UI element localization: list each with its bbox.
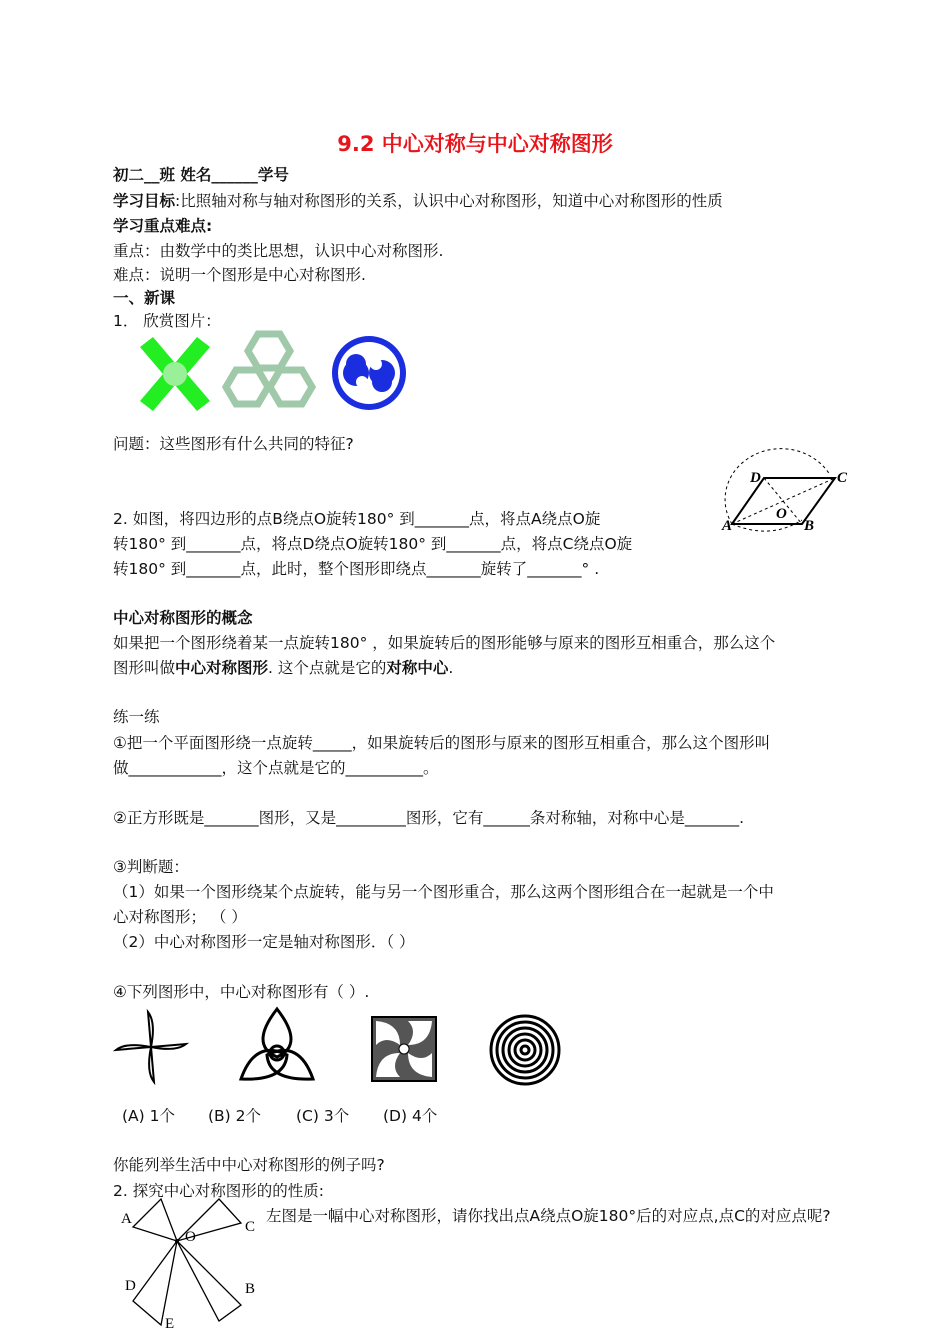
option-b: (B) 2个 bbox=[208, 1107, 262, 1125]
label-b: B bbox=[804, 518, 815, 534]
practice-1-line1: ①把一个平面图形绕一点旋转_____，如果旋转后的图形与原来的图形互相重合，那么这个图形叫 bbox=[113, 734, 771, 752]
question-common-feature: 问题：这些图形有什么共同的特征? bbox=[113, 435, 354, 453]
label-c: C bbox=[245, 1219, 256, 1235]
practice-4: ④下列图形中，中心对称图形有（ ）. bbox=[113, 983, 370, 1001]
triquetra-figure bbox=[235, 1005, 319, 1085]
concept-line2 bbox=[113, 658, 453, 678]
label-a: A bbox=[722, 518, 733, 534]
blue-circle-figure bbox=[330, 334, 410, 412]
bowtie-diagram bbox=[115, 1195, 260, 1335]
option-a: (A) 1个 bbox=[122, 1107, 175, 1125]
term-central-symmetric-figure: 中心对称图形 bbox=[175, 659, 269, 677]
key-points-label: 学习重点难点: bbox=[113, 217, 213, 235]
concept-line1: 如果把一个图形绕着某一点旋转180° ，如果旋转后的图形能够与原来的图形互相重合，那么这个 bbox=[113, 634, 776, 652]
concentric-circles-figure bbox=[488, 1013, 562, 1087]
concept-heading: 中心对称图形的概念 bbox=[113, 609, 253, 627]
text: 图形叫做 bbox=[113, 659, 176, 677]
page-title: 9.2 中心对称与中心对称图形 bbox=[337, 132, 613, 156]
examples-question: 你能列举生活中中心对称图形的例子吗? bbox=[113, 1156, 385, 1174]
label-e: E bbox=[165, 1316, 175, 1332]
label-d: D bbox=[125, 1278, 136, 1294]
green-cross-figure bbox=[135, 335, 215, 413]
goal-label: 学习目标 bbox=[113, 192, 176, 210]
pinwheel-figure bbox=[112, 1008, 190, 1086]
explore-heading: 2. 探究中心对称图形的的性质: bbox=[113, 1182, 324, 1200]
section-new-lesson: 一、新课 bbox=[113, 289, 176, 307]
practice-3-item2: （2）中心对称图形一定是轴对称图形．（ ） bbox=[113, 933, 415, 951]
hexagon-pattern-figure bbox=[222, 330, 317, 412]
option-d: (D) 4个 bbox=[383, 1107, 438, 1125]
label-d: D bbox=[750, 470, 761, 486]
class-name-line: 初二__班 姓名______学号 bbox=[113, 166, 289, 184]
term-center-of-symmetry: 对称中心 bbox=[386, 659, 449, 677]
q2-line1: 2. 如图，将四边形的点B绕点O旋转180° 到_______点，将点A绕点O旋 bbox=[113, 510, 601, 528]
square-swirl-figure bbox=[370, 1015, 438, 1083]
key-point: 重点：由数学中的类比思想，认识中心对称图形. bbox=[113, 242, 444, 260]
option-c: (C) 3个 bbox=[296, 1107, 350, 1125]
item-appreciate: 1． 欣赏图片： bbox=[113, 312, 221, 330]
q2-line2: 转180° 到_______点，将点D绕点O旋转180° 到_______点，将点C绕点O旋 bbox=[113, 535, 633, 553]
learning-goal bbox=[113, 191, 723, 211]
q2-line3: 转180° 到_______点，此时，整个图形即绕点_______旋转了_______° . bbox=[113, 560, 600, 578]
label-o: O bbox=[776, 506, 787, 522]
label-b: B bbox=[245, 1281, 256, 1297]
practice-3-heading: ③判断题： bbox=[113, 858, 189, 876]
practice-heading: 练一练 bbox=[113, 708, 160, 726]
goal-text: :比照轴对称与轴对称图形的关系，认识中心对称图形，知道中心对称图形的性质 bbox=[175, 192, 723, 210]
practice-2: ②正方形既是_______图形，又是_________图形，它有______条对称轴，对称中心是_______. bbox=[113, 809, 745, 827]
label-o: O bbox=[185, 1229, 196, 1245]
text: . bbox=[448, 659, 454, 677]
explore-question: 左图是一幅中心对称图形，请你找出点A绕点O旋180°后的对应点,点C的对应点呢? bbox=[266, 1207, 831, 1225]
label-c: C bbox=[837, 470, 848, 486]
label-a: A bbox=[121, 1211, 132, 1227]
parallelogram-diagram bbox=[720, 440, 850, 535]
difficulty: 难点：说明一个图形是中心对称图形. bbox=[113, 266, 366, 284]
practice-1-line2: 做____________，这个点就是它的__________。 bbox=[113, 759, 439, 777]
practice-3-item1b: 心对称图形； （ ） bbox=[113, 908, 247, 926]
text: . 这个点就是它的 bbox=[268, 659, 387, 677]
practice-3-item1a: （1）如果一个图形绕某个点旋转，能与另一个图形重合，那么这两个图形组合在一起就是一个中 bbox=[113, 883, 774, 901]
